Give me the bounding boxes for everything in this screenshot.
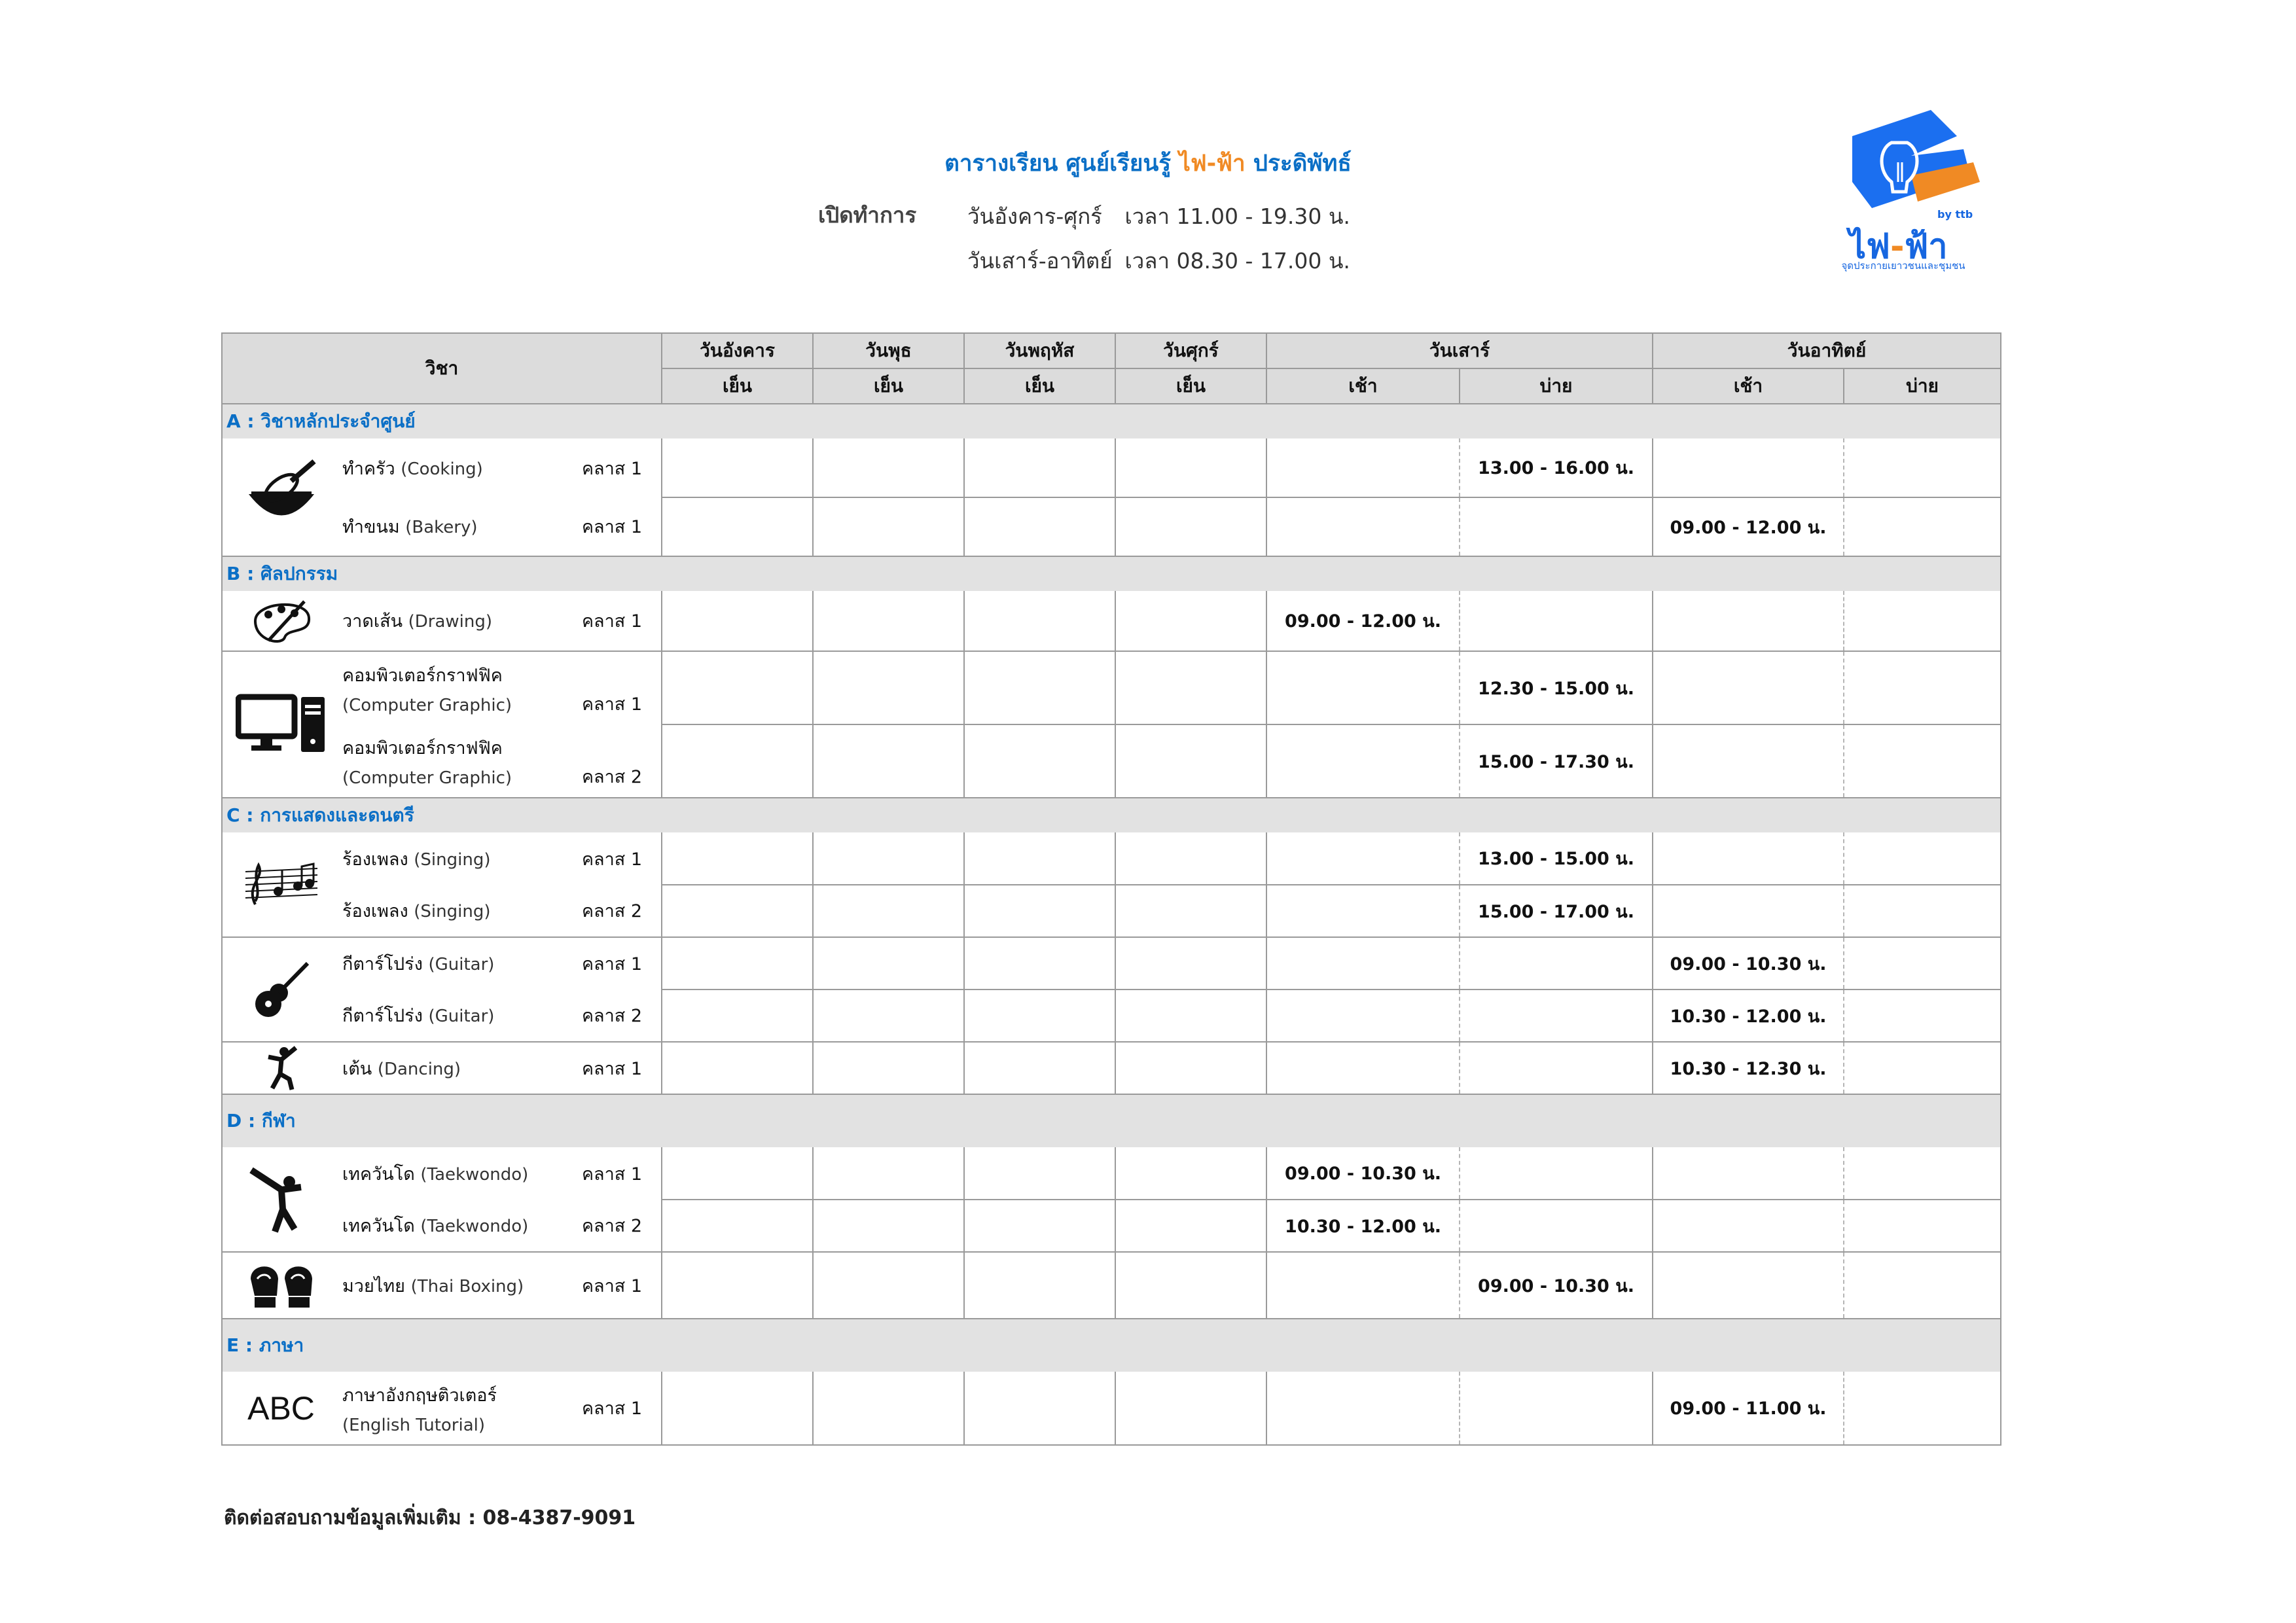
empty-slot	[813, 885, 964, 937]
open-hours-label: เปิดทำการ	[818, 202, 917, 228]
day-header-tue: วันอังคาร	[662, 333, 813, 368]
empty-slot	[964, 1372, 1115, 1445]
table-row	[222, 591, 2001, 651]
page-title: ตารางเรียน ศูนย์เรียนรู้ ไฟ-ฟ้า ประดิพัทธ์	[944, 151, 1352, 177]
empty-slot	[662, 1147, 813, 1200]
empty-slot	[1266, 651, 1460, 724]
empty-slot	[1844, 1042, 2001, 1094]
empty-slot	[1266, 1252, 1460, 1319]
time-slot: 09.00 - 10.30 น.	[1460, 1252, 1653, 1319]
empty-slot	[1653, 885, 1844, 937]
time-slot: 15.00 - 17.30 น.	[1460, 724, 1653, 798]
empty-slot	[1653, 651, 1844, 724]
empty-slot	[662, 990, 813, 1042]
class-label: คลาส 1	[582, 458, 643, 479]
time-slot: 10.30 - 12.00 น.	[1266, 1200, 1460, 1252]
empty-slot	[662, 497, 813, 556]
empty-slot	[1844, 1200, 2001, 1252]
section-header: C : การแสดงและดนตรี	[222, 798, 2001, 832]
empty-slot	[1115, 832, 1266, 885]
guitar-icon	[222, 937, 340, 1042]
course-name: ร้องเพลง (Singing)	[342, 849, 491, 870]
empty-slot	[813, 591, 964, 651]
empty-slot	[964, 832, 1115, 885]
period-header: เย็น	[964, 368, 1115, 404]
course-name: ร้องเพลง (Singing)	[340, 885, 582, 937]
class-label: คลาส 2	[582, 1200, 662, 1252]
empty-slot	[964, 438, 1115, 497]
empty-slot	[1844, 885, 2001, 937]
empty-slot	[1115, 497, 1266, 556]
empty-slot	[964, 1200, 1115, 1252]
subject-header: วิชา	[222, 333, 662, 404]
empty-slot	[1460, 497, 1653, 556]
table-row	[222, 1147, 2001, 1200]
empty-slot	[1115, 1252, 1266, 1319]
empty-slot	[1844, 1147, 2001, 1200]
table-row	[222, 937, 2001, 990]
empty-slot	[813, 724, 964, 798]
hours-weekend: วันเสาร์-อาทิตย์ เวลา 08.30 - 17.00 น.	[967, 248, 1350, 274]
time-slot: 10.30 - 12.30 น.	[1653, 1042, 1844, 1094]
table-row	[222, 1200, 2001, 1252]
course-name: คอมพิวเตอร์กราฟฟิค (Computer Graphic)	[340, 724, 582, 798]
hours-weekday: วันอังคาร-ศุกร์ เวลา 11.00 - 19.30 น.	[967, 204, 1350, 229]
period-header: บ่าย	[1844, 368, 2001, 404]
day-header-wed: วันพุธ	[813, 333, 964, 368]
empty-slot	[1460, 1042, 1653, 1094]
empty-slot	[964, 990, 1115, 1042]
day-header-sun: วันอาทิตย์	[1653, 333, 2001, 368]
empty-slot	[813, 832, 964, 885]
empty-slot	[1844, 438, 2001, 497]
empty-slot	[813, 1147, 964, 1200]
course-name: ภาษาอังกฤษติวเตอร์ (English Tutorial)	[340, 1372, 582, 1445]
empty-slot	[662, 937, 813, 990]
period-header: เย็น	[813, 368, 964, 404]
section-header: D : กีฬา	[222, 1094, 2001, 1147]
whisk-bowl-icon	[222, 438, 340, 556]
time-slot: 09.00 - 11.00 น.	[1653, 1372, 1844, 1445]
empty-slot	[1115, 1147, 1266, 1200]
day-header-fri: วันศุกร์	[1115, 333, 1266, 368]
section-header: A : วิชาหลักประจำศูนย์	[222, 404, 2001, 438]
course-name: เทควันโด (Taekwondo)	[340, 1200, 582, 1252]
empty-slot	[1653, 1200, 1844, 1252]
course-name: เต้น (Dancing)	[340, 1042, 582, 1094]
empty-slot	[1266, 1042, 1460, 1094]
course-name: วาดเส้น (Drawing)	[340, 591, 582, 651]
empty-slot	[1115, 1200, 1266, 1252]
empty-slot	[662, 1372, 813, 1445]
table-row	[222, 832, 2001, 885]
class-label: คลาส 1	[582, 954, 643, 974]
empty-slot	[1653, 591, 1844, 651]
dancer-icon	[222, 1042, 340, 1094]
empty-slot	[813, 1252, 964, 1319]
section-header: E : ภาษา	[222, 1319, 2001, 1372]
table-row	[222, 990, 2001, 1042]
boxing-gloves-icon	[222, 1252, 340, 1319]
empty-slot	[1115, 651, 1266, 724]
time-slot: 09.00 - 12.00 น.	[1266, 591, 1460, 651]
course-name: คอมพิวเตอร์กราฟฟิค (Computer Graphic)	[342, 666, 512, 715]
time-slot: 12.30 - 15.00 น.	[1460, 651, 1653, 724]
class-label: คลาส 1	[582, 1164, 643, 1185]
empty-slot	[813, 651, 964, 724]
course-name: เทควันโด (Taekwondo)	[342, 1164, 529, 1185]
empty-slot	[1115, 438, 1266, 497]
empty-slot	[662, 1200, 813, 1252]
class-label: คลาส 1	[582, 849, 643, 870]
empty-slot	[813, 438, 964, 497]
class-label: คลาส 2	[582, 990, 662, 1042]
empty-slot	[1653, 1252, 1844, 1319]
table-row	[222, 724, 2001, 798]
time-slot: 13.00 - 15.00 น.	[1460, 832, 1653, 885]
time-slot: 13.00 - 16.00 น.	[1460, 438, 1653, 497]
empty-slot	[1460, 990, 1653, 1042]
empty-slot	[1844, 497, 2001, 556]
table-row	[222, 885, 2001, 937]
taekwondo-kick-icon	[222, 1147, 340, 1252]
empty-slot	[813, 497, 964, 556]
empty-slot	[1653, 438, 1844, 497]
empty-slot	[1844, 1252, 2001, 1319]
class-label: คลาส 1	[582, 1252, 662, 1319]
empty-slot	[1115, 591, 1266, 651]
period-header: เช้า	[1266, 368, 1460, 404]
logo-wordmark: ไฟ-ฟ้า	[1849, 227, 1948, 266]
abc-icon: ABC	[222, 1372, 340, 1445]
palette-icon	[222, 591, 340, 651]
empty-slot	[1266, 832, 1460, 885]
empty-slot	[662, 591, 813, 651]
time-slot: 15.00 - 17.00 น.	[1460, 885, 1653, 937]
logo-tagline: จุดประกายเยาวชนและชุมชน	[1841, 260, 1965, 272]
music-notes-icon	[222, 832, 340, 937]
empty-slot	[1844, 832, 2001, 885]
empty-slot	[1844, 937, 2001, 990]
table-row	[222, 1372, 2001, 1445]
empty-slot	[1115, 990, 1266, 1042]
empty-slot	[1460, 1147, 1653, 1200]
class-label: คลาส 1	[582, 591, 662, 651]
empty-slot	[1460, 1372, 1653, 1445]
empty-slot	[1653, 832, 1844, 885]
table-row	[222, 438, 2001, 497]
class-label: คลาส 1	[582, 497, 662, 556]
course-name: ทำขนม (Bakery)	[340, 497, 582, 556]
empty-slot	[1844, 724, 2001, 798]
empty-slot	[1266, 937, 1460, 990]
section-header: B : ศิลปกรรม	[222, 556, 2001, 591]
period-header: บ่าย	[1460, 368, 1653, 404]
course-name: มวยไทย (Thai Boxing)	[340, 1252, 582, 1319]
empty-slot	[1266, 990, 1460, 1042]
empty-slot	[1115, 1372, 1266, 1445]
empty-slot	[662, 438, 813, 497]
class-label: คลาส 1	[582, 694, 643, 715]
course-name: กีตาร์โปร่ง (Guitar)	[340, 990, 582, 1042]
empty-slot	[1115, 937, 1266, 990]
empty-slot	[1844, 591, 2001, 651]
day-header-sat: วันเสาร์	[1266, 333, 1653, 368]
table-row	[222, 497, 2001, 556]
class-label: คลาส 2	[582, 724, 662, 798]
empty-slot	[662, 1042, 813, 1094]
period-header: เย็น	[1115, 368, 1266, 404]
schedule-table	[221, 332, 2001, 1446]
day-header-thu: วันพฤหัส	[964, 333, 1115, 368]
empty-slot	[1115, 1042, 1266, 1094]
class-label: คลาส 2	[582, 885, 662, 937]
empty-slot	[1266, 1372, 1460, 1445]
period-header: เย็น	[662, 368, 813, 404]
table-row	[222, 651, 2001, 724]
empty-slot	[964, 724, 1115, 798]
empty-slot	[964, 937, 1115, 990]
empty-slot	[1115, 724, 1266, 798]
empty-slot	[964, 497, 1115, 556]
empty-slot	[1266, 724, 1460, 798]
empty-slot	[662, 1252, 813, 1319]
table-row	[222, 1252, 2001, 1319]
logo-by-text: by ttb	[1937, 208, 1973, 221]
contact-footer: ติดต่อสอบถามข้อมูลเพิ่มเติม : 08-4387-9091	[224, 1507, 636, 1529]
empty-slot	[1653, 724, 1844, 798]
empty-slot	[813, 1042, 964, 1094]
course-name: ทำครัว (Cooking)	[342, 458, 483, 479]
empty-slot	[1844, 1372, 2001, 1445]
time-slot: 09.00 - 12.00 น.	[1653, 497, 1844, 556]
empty-slot	[662, 651, 813, 724]
empty-slot	[964, 1252, 1115, 1319]
empty-slot	[813, 1372, 964, 1445]
empty-slot	[1844, 651, 2001, 724]
empty-slot	[1460, 591, 1653, 651]
class-label: คลาส 1	[582, 1372, 662, 1445]
empty-slot	[1844, 990, 2001, 1042]
empty-slot	[813, 990, 964, 1042]
period-header: เช้า	[1653, 368, 1844, 404]
empty-slot	[813, 1200, 964, 1252]
computer-icon	[222, 651, 340, 798]
course-name: กีตาร์โปร่ง (Guitar)	[342, 954, 495, 974]
empty-slot	[813, 937, 964, 990]
time-slot: 10.30 - 12.00 น.	[1653, 990, 1844, 1042]
empty-slot	[964, 1147, 1115, 1200]
empty-slot	[662, 832, 813, 885]
class-label: คลาส 1	[582, 1042, 662, 1094]
empty-slot	[662, 724, 813, 798]
empty-slot	[964, 885, 1115, 937]
empty-slot	[964, 1042, 1115, 1094]
empty-slot	[662, 885, 813, 937]
empty-slot	[1266, 438, 1460, 497]
empty-slot	[964, 651, 1115, 724]
time-slot: 09.00 - 10.30 น.	[1266, 1147, 1460, 1200]
table-row	[222, 1042, 2001, 1094]
empty-slot	[1266, 885, 1460, 937]
empty-slot	[1266, 497, 1460, 556]
empty-slot	[964, 591, 1115, 651]
time-slot: 09.00 - 10.30 น.	[1653, 937, 1844, 990]
empty-slot	[1460, 1200, 1653, 1252]
empty-slot	[1460, 937, 1653, 990]
empty-slot	[1115, 885, 1266, 937]
empty-slot	[1653, 1147, 1844, 1200]
